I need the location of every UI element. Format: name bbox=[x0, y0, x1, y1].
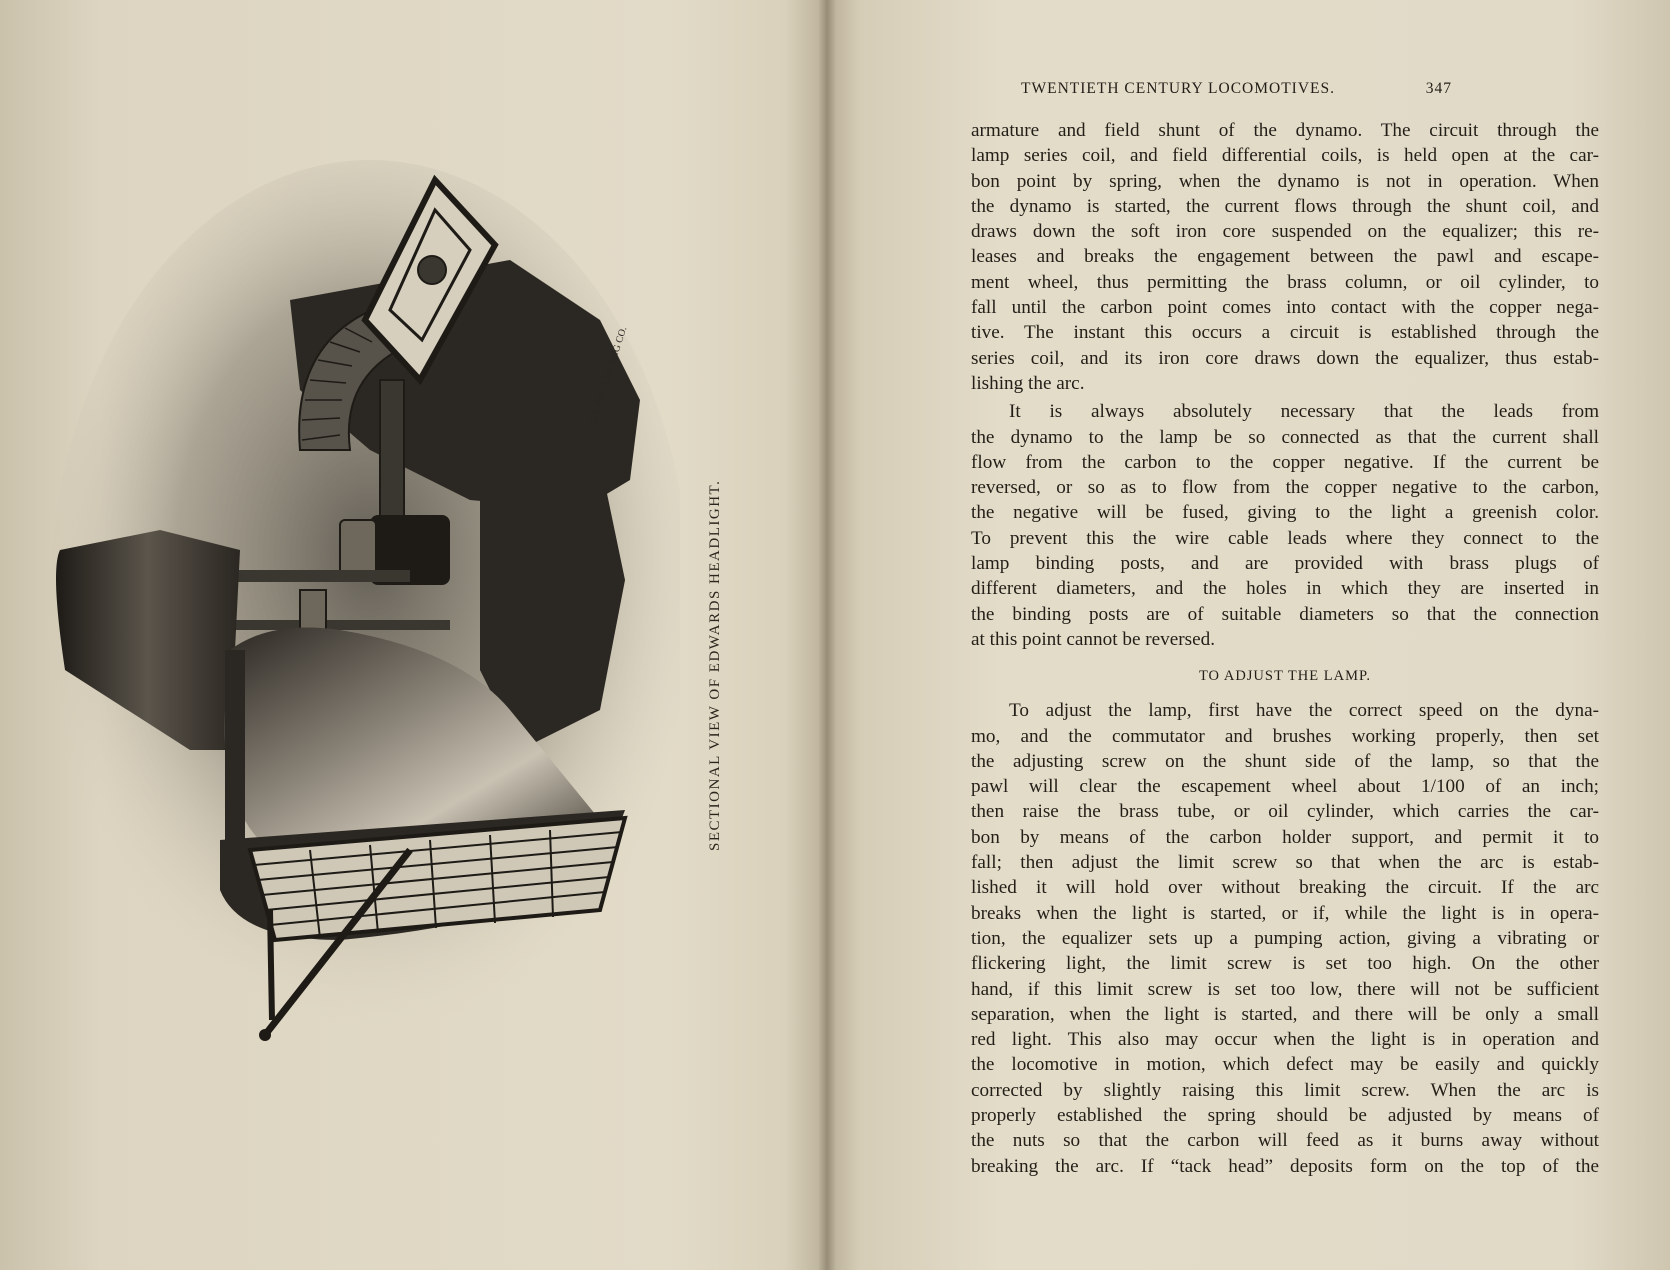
text-line: the adjusting screw on the shunt side of the lamp, so that the bbox=[971, 750, 1599, 772]
running-head bbox=[946, 80, 1452, 98]
section-heading: TO ADJUST THE LAMP. bbox=[1198, 668, 1372, 685]
text-line: breaking the arc. If “tack head” deposits form on the top of the bbox=[971, 1155, 1599, 1177]
body-text bbox=[971, 118, 1599, 1179]
headlight-illustration-svg bbox=[40, 150, 680, 1150]
text-line: lamp series coil, and field differential coils, is held open at the car- bbox=[971, 145, 1599, 167]
text-line: separation, when the light is started, and there will be only a small bbox=[971, 1003, 1599, 1025]
text-line: To prevent this the wire cable leads where they connect to the bbox=[971, 527, 1599, 549]
text-line: bon by means of the carbon holder support, and permit it to bbox=[971, 826, 1599, 848]
paragraph-3 bbox=[971, 698, 1599, 1179]
headlight-engraving bbox=[40, 150, 680, 1150]
text-line: reversed, or so as to flow from the copper negative to the carbon, bbox=[971, 477, 1599, 499]
text-line: properly established the spring should be adjusted by means of bbox=[971, 1104, 1599, 1126]
text-line: leases and breaks the engagement between the pawl and escape- bbox=[971, 246, 1599, 268]
paragraph-2 bbox=[971, 399, 1599, 652]
text-line: tive. The instant this occurs a circuit is established through the bbox=[971, 322, 1599, 344]
left-page bbox=[0, 0, 825, 1270]
text-line: lished it will hold over without breaking the circuit. If the arc bbox=[971, 877, 1599, 899]
text-line: To adjust the lamp, first have the correct speed on the dyna- bbox=[1009, 700, 1599, 722]
text-line: the negative will be fused, giving to the light a greenish color. bbox=[971, 502, 1599, 524]
text-line: at this point cannot be reversed. bbox=[971, 628, 1216, 650]
text-line: corrected by slightly raising this limit screw. When the arc is bbox=[971, 1079, 1599, 1101]
text-line: flow from the carbon to the copper negative. If the current be bbox=[971, 451, 1599, 473]
text-line: flickering light, the limit screw is set too high. On the other bbox=[971, 953, 1599, 975]
page-number: 347 bbox=[1425, 80, 1452, 97]
right-page bbox=[836, 0, 1670, 1270]
paragraph-1 bbox=[971, 118, 1599, 396]
text-line: the binding posts are of suitable diameters so that the connection bbox=[971, 603, 1599, 625]
text-line: lishing the arc. bbox=[971, 372, 1085, 394]
text-line: draws down the soft iron core suspended on the equalizer; this re- bbox=[971, 221, 1599, 243]
text-line: ment wheel, thus permitting the brass column, or oil cylinder, to bbox=[971, 271, 1599, 293]
text-line: lamp binding posts, and are provided with brass plugs of bbox=[971, 553, 1599, 575]
text-line: mo, and the commutator and brushes working properly, then set bbox=[971, 725, 1599, 747]
text-line: tion, the equalizer sets up a pumping action, giving a vibrating or bbox=[971, 927, 1599, 949]
text-line: pawl will clear the escapement wheel about 1/100 of an inch; bbox=[971, 776, 1599, 798]
text-line: breaks when the light is started, or if, while the light is in opera- bbox=[971, 902, 1599, 924]
text-line: different diameters, and the holes in which they are inserted in bbox=[971, 578, 1599, 600]
text-line: hand, if this limit screw is set too low, there will not be sufficient bbox=[971, 978, 1599, 1000]
engraver-mark: CH. PHILLEY ENG CO. bbox=[587, 325, 630, 426]
text-line: It is always absolutely necessary that the leads from bbox=[1009, 401, 1599, 423]
figure-caption: SECTIONAL VIEW OF EDWARDS HEADLIGHT. bbox=[707, 479, 723, 851]
text-line: fall; then adjust the limit screw so that when the arc is estab- bbox=[971, 852, 1599, 874]
text-line: bon point by spring, when the dynamo is not in operation. When bbox=[971, 170, 1599, 192]
text-line: series coil, and its iron core draws down the equalizer, thus estab- bbox=[971, 347, 1599, 369]
text-line: the nuts so that the carbon will feed as it burns away without bbox=[971, 1130, 1599, 1152]
text-line: the dynamo to the lamp be so connected as that the current shall bbox=[971, 426, 1599, 448]
text-line: then raise the brass tube, or oil cylinder, which carries the car- bbox=[971, 801, 1599, 823]
text-line: the dynamo is started, the current flows through the shunt coil, and bbox=[971, 195, 1599, 217]
governor-hub bbox=[418, 256, 446, 284]
text-line: the locomotive in motion, which defect may be easily and quickly bbox=[971, 1054, 1599, 1076]
text-line: armature and field shunt of the dynamo. The circuit through the bbox=[971, 120, 1599, 141]
text-line: red light. This also may occur when the light is in operation and bbox=[971, 1029, 1599, 1051]
running-head-title: TWENTIETH CENTURY LOCOMOTIVES. bbox=[1021, 80, 1335, 97]
support-post bbox=[225, 650, 245, 840]
text-line: fall until the carbon point comes into contact with the copper nega- bbox=[971, 297, 1599, 319]
